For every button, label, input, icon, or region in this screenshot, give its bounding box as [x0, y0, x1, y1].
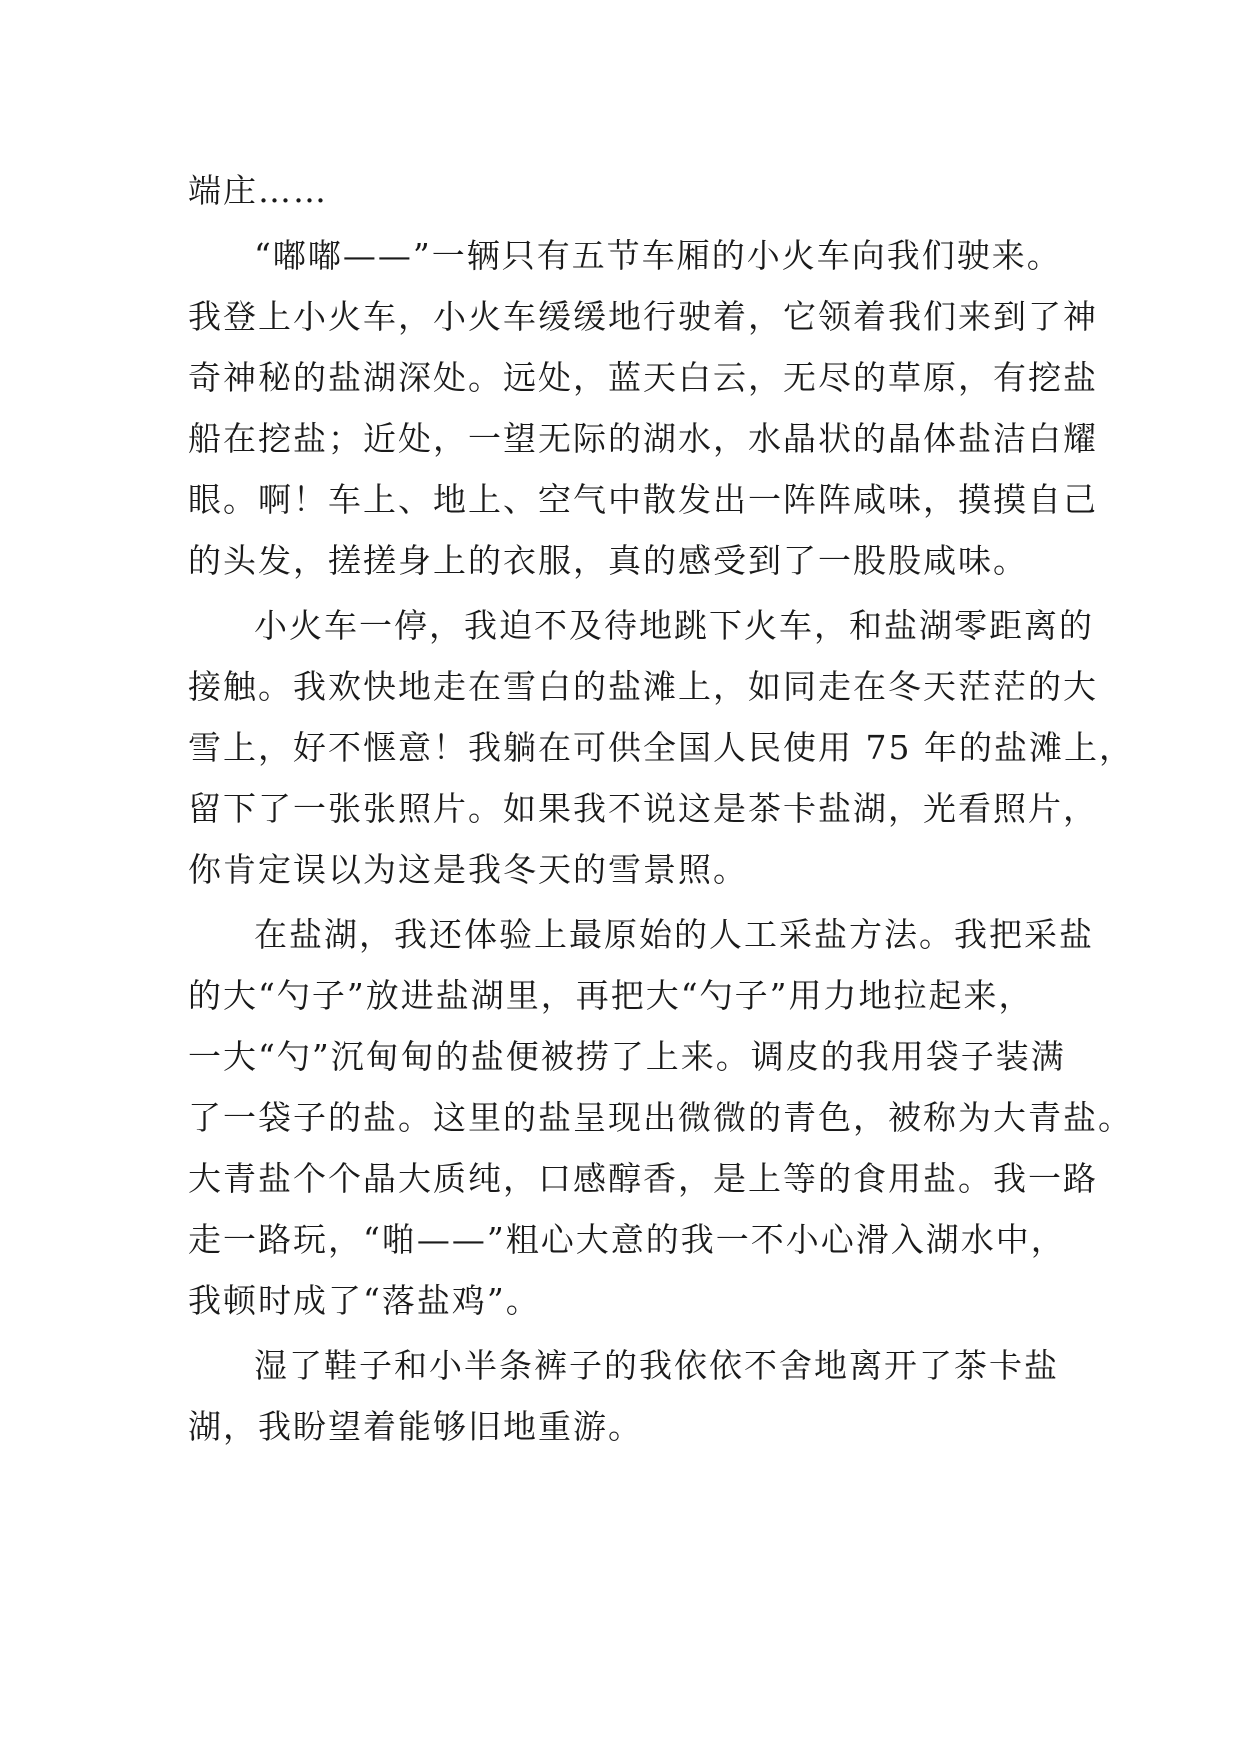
text-line: 湖，我盼望着能够旧地重游。 [188, 1407, 643, 1446]
text-line: 的头发，搓搓身上的衣服，真的感受到了一股股咸味。 [188, 541, 1028, 580]
text-line: 走一路玩，“啪——”粗心大意的我一不小心滑入湖水中， [188, 1220, 1066, 1259]
text-line: 接触。我欢快地走在雪白的盐滩上，如同走在冬天茫茫的大 [188, 667, 1098, 706]
text-line: 了一袋子的盐。这里的盐呈现出微微的青色，被称为大青盐。 [188, 1098, 1133, 1137]
text-line: 雪上，好不惬意！我躺在可供全国人民使用 75 年的盐滩上， [188, 728, 1134, 767]
text-line: 我顿时成了“落盐鸡”。 [188, 1281, 541, 1320]
paragraph-3 [188, 595, 1134, 900]
text-line: 大青盐个个晶大质纯，口感醇香，是上等的食用盐。我一路 [188, 1159, 1098, 1198]
paragraph-2 [188, 225, 1098, 591]
text-line: 湿了鞋子和小半条裤子的我依依不舍地离开了茶卡盐 [254, 1346, 1059, 1385]
text-line: “嘟嘟——”一辆只有五节车厢的小火车向我们驶来。 [254, 236, 1062, 275]
text-line: 船在挖盐；近处，一望无际的湖水，水晶状的晶体盐洁白耀 [188, 419, 1098, 458]
text-line: 的大“勺子”放进盐湖里，再把大“勺子”用力地拉起来， [188, 976, 1034, 1015]
text-line: 端庄…… [188, 171, 328, 210]
paragraph-4 [188, 904, 1133, 1331]
text-line: 在盐湖，我还体验上最原始的人工采盐方法。我把采盐 [254, 915, 1094, 954]
paragraph-5 [188, 1335, 1068, 1457]
paragraph-1 [188, 160, 1068, 221]
text-line: 留下了一张张照片。如果我不说这是茶卡盐湖，光看照片， [188, 789, 1098, 828]
text-line: 小火车一停，我迫不及待地跳下火车，和盐湖零距离的 [254, 606, 1094, 645]
text-line: 我登上小火车，小火车缓缓地行驶着，它领着我们来到了神 [188, 297, 1098, 336]
text-line: 你肯定误以为这是我冬天的雪景照。 [188, 850, 748, 889]
text-line: 奇神秘的盐湖深处。远处，蓝天白云，无尽的草原，有挖盐 [188, 358, 1098, 397]
text-line: 一大“勺”沉甸甸的盐便被捞了上来。调皮的我用袋子装满 [188, 1037, 1066, 1076]
text-line: 眼。啊！车上、地上、空气中散发出一阵阵咸味，摸摸自己 [188, 480, 1098, 519]
document-body [188, 160, 1134, 1461]
